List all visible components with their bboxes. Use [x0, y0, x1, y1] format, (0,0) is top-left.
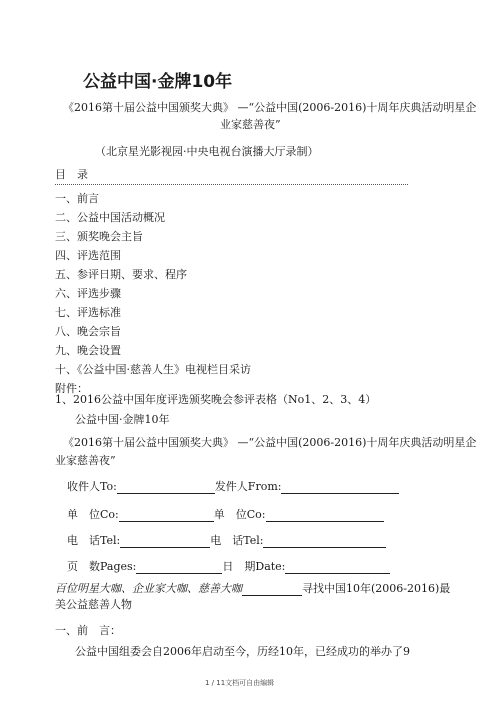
toc-item: 五、参评日期、要求、程序	[55, 268, 187, 281]
date-field[interactable]	[285, 561, 390, 574]
preface-heading: 一、前 言：	[55, 624, 121, 637]
appendix-label: 附件：	[55, 382, 88, 395]
event-title-line1: 《2016第十届公益中国颁奖大典》 —“公益中国(2006-2016)十周年庆典活动明星企	[63, 101, 477, 114]
event-title-line2: 业家慈善夜”	[220, 118, 281, 131]
recipient-label: 收件人To: 发件人From:	[67, 480, 399, 494]
toc-item: 二、公益中国活动概况	[55, 211, 165, 224]
company-field-right[interactable]	[266, 509, 384, 522]
page-footer: 1 / 11文档可自由编辑	[205, 679, 275, 687]
slogan-line2: 美公益慈善人物	[55, 598, 132, 611]
recipient-field[interactable]	[117, 481, 215, 494]
phone-row: 电 话Tel: 电 话Tel:	[67, 534, 386, 548]
form-event-line2: 业家慈善夜”	[55, 454, 116, 467]
venue-note: （北京星光影视园·中央电视台演播大厅录制）	[95, 145, 319, 158]
appendix-item: 1、2016公益中国年度评选颁奖晚会参评表格（No1、2、3、4）	[55, 393, 377, 406]
phone-field-left[interactable]	[120, 535, 210, 548]
toc-item: 四、评选范围	[55, 249, 121, 262]
toc-item: 十、《公益中国·慈善人生》电视栏目采访	[55, 363, 251, 376]
document-title: 公益中国·金牌10年	[83, 72, 233, 92]
company-field-left[interactable]	[119, 509, 214, 522]
company-row: 单 位Co: 单 位Co:	[67, 508, 384, 522]
slogan-underline	[242, 583, 302, 596]
form-subtitle: 公益中国·金牌10年	[75, 413, 170, 426]
pages-field[interactable]	[136, 561, 222, 574]
toc-item: 三、颁奖晚会主旨	[55, 230, 143, 243]
form-event-line1: 《2016第十届公益中国颁奖大典》 —“公益中国(2006-2016)十周年庆典活动明星企	[63, 436, 477, 449]
slogan-italic: 百位明星大咖、企业家大咖、慈善大咖	[55, 582, 242, 595]
toc-item: 八、晚会宗旨	[55, 325, 121, 338]
toc-dotted-leader	[55, 184, 408, 185]
toc-item: 一、前言	[55, 192, 99, 205]
phone-field-right[interactable]	[263, 535, 386, 548]
slogan-line1: 百位明星大咖、企业家大咖、慈善大咖 寻找中国10年(2006-2016)最	[55, 582, 451, 595]
sender-label: 发件人From:	[214, 480, 282, 493]
toc-heading: 目 录	[55, 168, 88, 181]
pages-row: 页 数Pages: 日 期Date:	[67, 560, 390, 574]
toc-item: 六、评选步骤	[55, 287, 121, 300]
preface-text: 公益中国组委会自2006年启动至今，历经10年，已经成功的举办了9	[75, 645, 410, 658]
toc-item: 九、晚会设置	[55, 344, 121, 357]
toc-item: 七、评选标准	[55, 306, 121, 319]
sender-field[interactable]	[281, 481, 399, 494]
